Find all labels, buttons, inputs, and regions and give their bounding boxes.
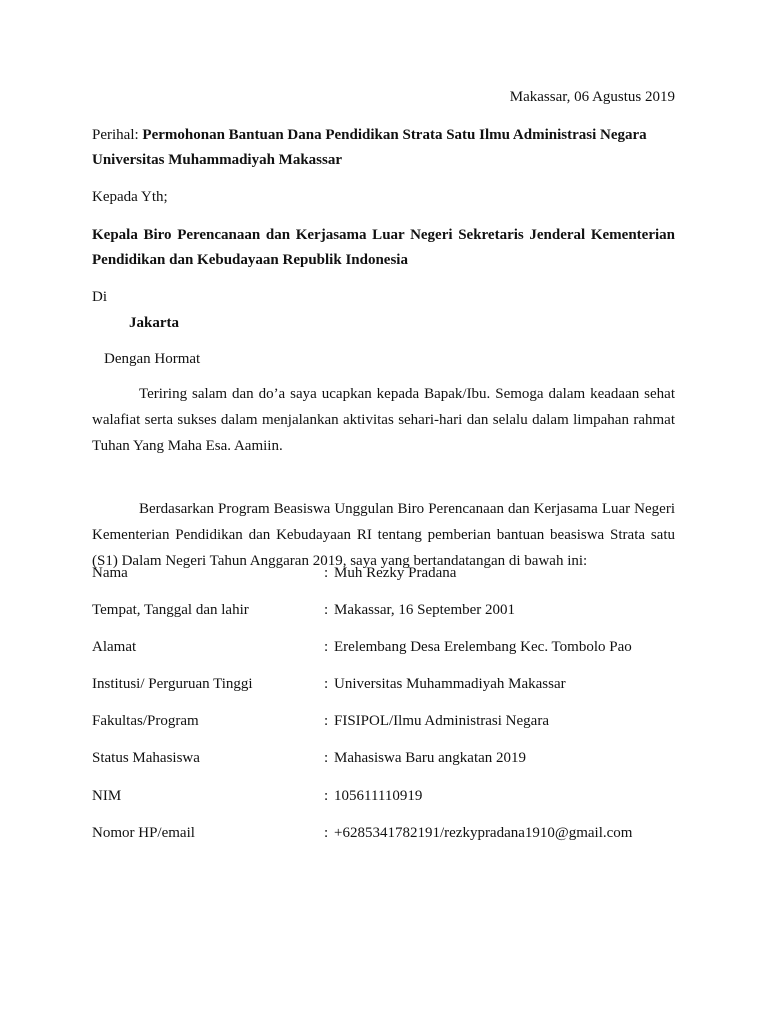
addressee: Kepala Biro Perencanaan dan Kerjasama Luar Negeri Sekretaris Jenderal Kementerian Pendidikan dan Kebudayaan Republik Indonesia bbox=[92, 227, 675, 268]
di-label: Di bbox=[92, 289, 107, 305]
field-label: Nomor HP/email bbox=[92, 825, 195, 841]
field-value: Universitas Muhammadiyah Makassar bbox=[334, 676, 566, 692]
field-colon: : bbox=[324, 713, 329, 729]
letter-subject bbox=[92, 123, 692, 173]
field-colon: : bbox=[324, 602, 329, 618]
field-colon: : bbox=[324, 639, 329, 655]
greeting: Dengan Hormat bbox=[104, 351, 201, 367]
field-value: +6285341782191/rezkypradana1910@gmail.com bbox=[334, 825, 633, 841]
field-label: Fakultas/Program bbox=[92, 713, 199, 729]
field-label: Tempat, Tanggal dan lahir bbox=[92, 602, 249, 618]
paragraph-purpose: Berdasarkan Program Beasiswa Unggulan Biro Perencanaan dan Kerjasama Luar Negeri Kementerian Pendidikan dan Kebudayaan RI tentang pemberian bantuan beasiswa Strata satu (S1) Dalam Negeri Tahun Anggaran 2019, saya yang bertandatangan di bawah ini: bbox=[92, 501, 675, 569]
field-colon: : bbox=[324, 676, 329, 692]
field-colon: : bbox=[324, 565, 329, 581]
field-colon: : bbox=[324, 788, 329, 804]
subject-label: Perihal: bbox=[92, 127, 139, 143]
field-value: Mahasiswa Baru angkatan 2019 bbox=[334, 750, 527, 766]
field-value: Makassar, 16 September 2001 bbox=[334, 602, 516, 618]
city: Jakarta bbox=[129, 315, 179, 331]
field-value: Erelembang Desa Erelembang Kec. Tombolo Pao bbox=[334, 639, 632, 655]
field-label: Status Mahasiswa bbox=[92, 750, 200, 766]
letter-date: Makassar, 06 Agustus 2019 bbox=[509, 89, 675, 105]
field-colon: : bbox=[324, 825, 329, 841]
field-label: Nama bbox=[92, 565, 128, 581]
to-label: Kepada Yth; bbox=[92, 189, 168, 205]
subject-text: Permohonan Bantuan Dana Pendidikan Strata Satu Ilmu Administrasi Negara Universitas Muhammadiyah Makassar bbox=[92, 127, 647, 168]
field-label: Alamat bbox=[92, 639, 137, 655]
field-value: 105611110919 bbox=[334, 788, 423, 804]
field-label: NIM bbox=[92, 788, 122, 804]
field-value: Muh Rezky Pradana bbox=[334, 565, 457, 581]
field-value: FISIPOL/Ilmu Administrasi Negara bbox=[334, 713, 549, 729]
field-label: Institusi/ Perguruan Tinggi bbox=[92, 676, 253, 692]
paragraph-greeting: Teriring salam dan do’a saya ucapkan kepada Bapak/Ibu. Semoga dalam keadaan sehat walafiat serta sukses dalam menjalankan aktivitas sehari-hari dan selalu dalam limpahan rahmat Tuhan Yang Maha Esa. Aamiin. bbox=[92, 386, 675, 454]
field-colon: : bbox=[324, 750, 329, 766]
